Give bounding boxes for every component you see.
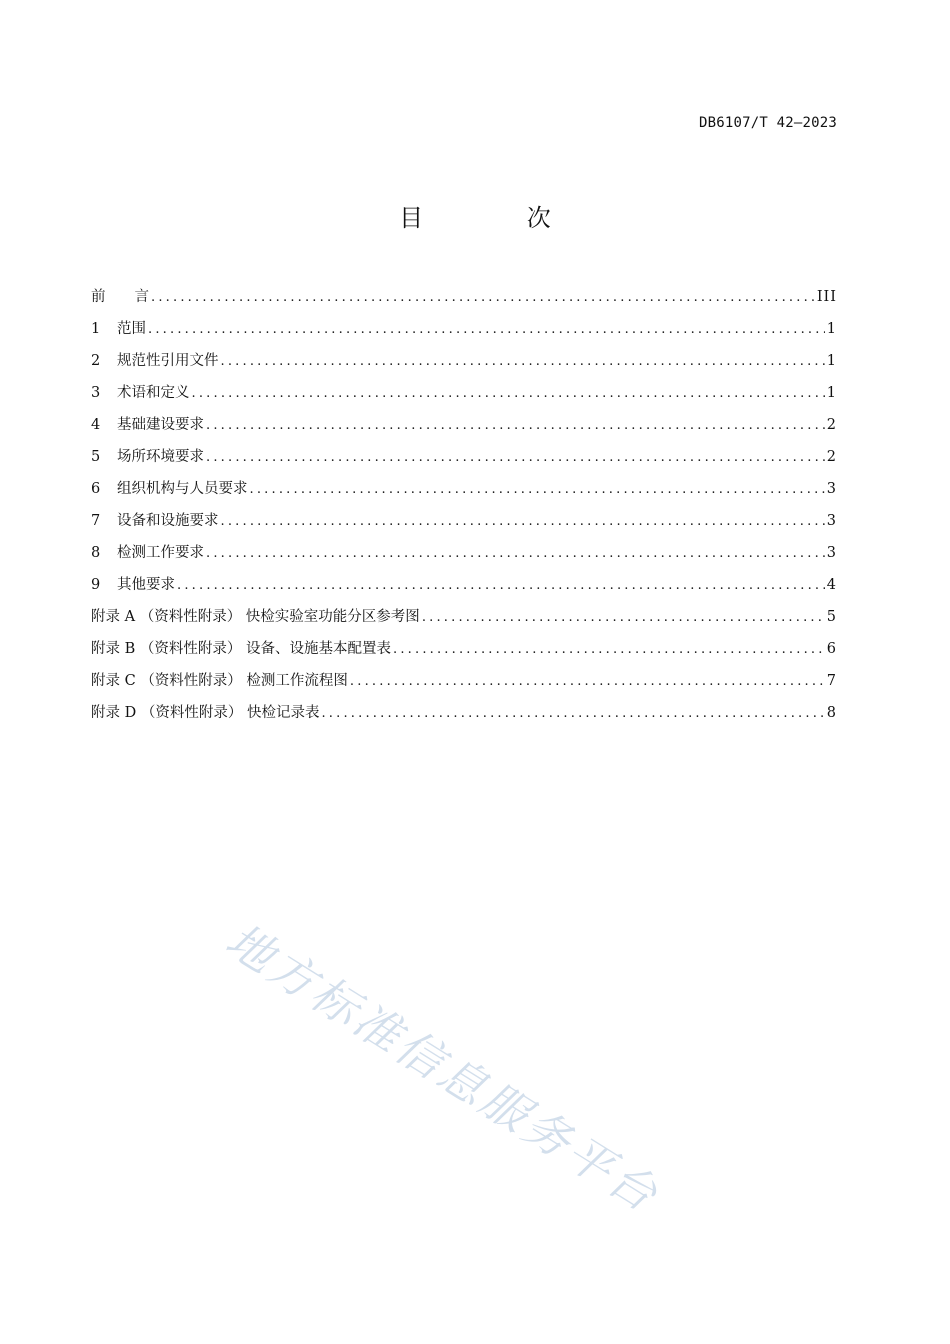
toc-entry-appendix-a[interactable]: [91, 603, 837, 635]
toc-entry-label: 规范性引用文件: [117, 353, 219, 369]
toc-entry-page: 3: [826, 513, 837, 529]
toc-entry-number: 7: [91, 513, 101, 529]
toc-entry-page: 5: [826, 609, 837, 625]
toc-entry-number: 3: [91, 385, 101, 401]
toc-entry-7[interactable]: [91, 507, 837, 539]
toc-leader-dots: [206, 540, 825, 568]
toc-entry-foreword[interactable]: [91, 283, 837, 315]
toc-entry-page: 1: [826, 321, 837, 337]
toc-leader-dots: [350, 668, 825, 696]
toc-entry-page: 6: [826, 641, 837, 657]
toc-entry-appendix-c[interactable]: [91, 667, 837, 699]
toc-entry-3[interactable]: [91, 379, 837, 411]
toc-entry-number: 9: [91, 577, 101, 593]
toc-entry-appendix-d[interactable]: [91, 699, 837, 731]
toc-entry-appendix-b[interactable]: [91, 635, 837, 667]
toc-entry-number: 5: [91, 449, 101, 465]
toc-entry-6[interactable]: [91, 475, 837, 507]
toc-leader-dots: [206, 412, 825, 440]
toc-entry-label: 检测工作要求: [117, 545, 204, 561]
toc-entry-page: 8: [826, 705, 837, 721]
toc-entry-page: 7: [826, 673, 837, 689]
toc-entry-label: 组织机构与人员要求: [117, 481, 248, 497]
toc-entry-page: III: [816, 289, 837, 305]
toc-entry-page: 1: [826, 385, 837, 401]
toc-entry-label: 附录 C （资料性附录） 检测工作流程图: [91, 673, 348, 689]
toc-entry-page: 1: [826, 353, 837, 369]
toc-leader-dots: [393, 636, 825, 664]
toc-leader-dots: [192, 380, 825, 408]
toc-entry-page: 2: [826, 449, 837, 465]
toc-entry-label: 附录 D （资料性附录） 快检记录表: [91, 705, 320, 721]
toc-entry-label: 前 言: [91, 289, 149, 305]
toc-leader-dots: [206, 444, 825, 472]
toc-entry-5[interactable]: [91, 443, 837, 475]
toc-entry-label: 附录 A （资料性附录） 快检实验室功能分区参考图: [91, 609, 420, 625]
toc-entry-number: 4: [91, 417, 101, 433]
toc-entry-label: 基础建设要求: [117, 417, 204, 433]
toc-entry-4[interactable]: [91, 411, 837, 443]
toc-leader-dots: [148, 316, 825, 344]
toc-leader-dots: [177, 572, 825, 600]
toc-entry-number: 1: [91, 321, 101, 337]
toc-entry-page: 3: [826, 545, 837, 561]
toc-entry-label: 附录 B （资料性附录） 设备、设施基本配置表: [91, 641, 391, 657]
toc-entry-page: 4: [826, 577, 837, 593]
toc-entry-label: 场所环境要求: [117, 449, 204, 465]
toc-list: [91, 283, 837, 731]
watermark: 地方标准信息服务平台: [216, 912, 670, 1224]
toc-entry-page: 3: [826, 481, 837, 497]
toc-entry-2[interactable]: [91, 347, 837, 379]
toc-leader-dots: [250, 476, 825, 504]
toc-leader-dots: [221, 348, 825, 376]
document-code: DB6107/T 42—2023: [698, 115, 837, 131]
toc-entry-label: 其他要求: [117, 577, 175, 593]
toc-entry-number: 2: [91, 353, 101, 369]
toc-title: 目 次: [399, 204, 599, 232]
toc-entry-number: 8: [91, 545, 101, 561]
toc-entry-label: 范围: [117, 321, 146, 337]
toc-entry-label: 设备和设施要求: [117, 513, 219, 529]
toc-leader-dots: [321, 700, 824, 728]
toc-entry-8[interactable]: [91, 539, 837, 571]
toc-leader-dots: [422, 604, 825, 632]
toc-leader-dots: [221, 508, 825, 536]
toc-entry-page: 2: [826, 417, 837, 433]
toc-leader-dots: [151, 284, 815, 312]
toc-entry-1[interactable]: [91, 315, 837, 347]
toc-entry-number: 6: [91, 481, 101, 497]
toc-entry-9[interactable]: [91, 571, 837, 603]
toc-entry-label: 术语和定义: [117, 385, 190, 401]
